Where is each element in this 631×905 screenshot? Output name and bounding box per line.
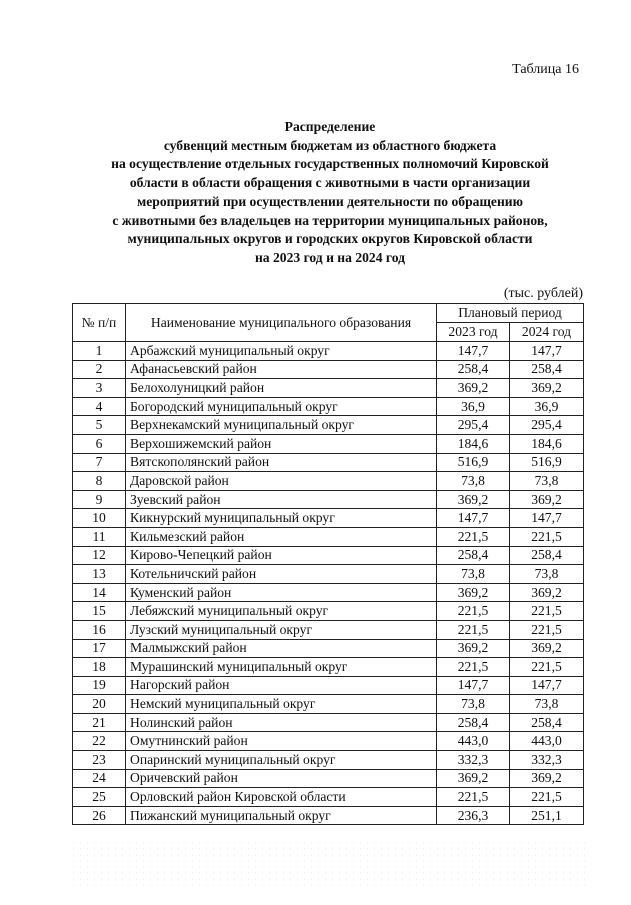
value-2023: 258,4 — [437, 713, 510, 732]
value-2023: 295,4 — [437, 416, 510, 435]
value-2024: 258,4 — [510, 713, 584, 732]
value-2023: 369,2 — [437, 769, 510, 788]
row-number: 11 — [73, 527, 126, 546]
municipality-name: Лебяжский муниципальный округ — [126, 602, 437, 621]
header-num: № п/п — [73, 304, 126, 342]
row-number: 10 — [73, 509, 126, 528]
municipality-name: Лузский муниципальный округ — [126, 620, 437, 639]
row-number: 24 — [73, 769, 126, 788]
value-2024: 147,7 — [510, 342, 584, 361]
value-2023: 73,8 — [437, 565, 510, 584]
value-2024: 295,4 — [510, 416, 584, 435]
value-2024: 258,4 — [510, 546, 584, 565]
municipality-name: Арбажский муниципальный округ — [126, 342, 437, 361]
value-2023: 332,3 — [437, 751, 510, 770]
municipality-name: Нолинский район — [126, 713, 437, 732]
municipality-name: Орловский район Кировской области — [126, 788, 437, 807]
table-row — [73, 639, 584, 658]
municipality-name: Афанасьевский район — [126, 360, 437, 379]
municipality-name: Даровской район — [126, 472, 437, 491]
row-number: 17 — [73, 639, 126, 658]
municipality-name: Малмыжский район — [126, 639, 437, 658]
table-row — [73, 397, 584, 416]
table-row — [73, 751, 584, 770]
title-line: области в области обращения с животными в части организации — [129, 175, 531, 191]
value-2023: 516,9 — [437, 453, 510, 472]
table-row — [73, 342, 584, 361]
row-number: 18 — [73, 658, 126, 677]
row-number: 23 — [73, 751, 126, 770]
row-number: 8 — [73, 472, 126, 491]
table-row — [73, 546, 584, 565]
value-2023: 443,0 — [437, 732, 510, 751]
title-line: мероприятий при осуществлении деятельности по обращению — [136, 193, 524, 209]
municipality-name: Кильмезский район — [126, 527, 437, 546]
municipality-name: Опаринский муниципальный округ — [126, 751, 437, 770]
title-line: на 2023 год и на 2024 год — [254, 249, 406, 265]
value-2023: 147,7 — [437, 509, 510, 528]
value-2024: 369,2 — [510, 490, 584, 509]
municipality-name: Верхнекамский муниципальный округ — [126, 416, 437, 435]
value-2023: 369,2 — [437, 379, 510, 398]
subsidy-table — [72, 303, 584, 825]
value-2024: 36,9 — [510, 397, 584, 416]
value-2024: 369,2 — [510, 639, 584, 658]
table-row — [73, 658, 584, 677]
municipality-name: Кирово-Чепецкий район — [126, 546, 437, 565]
value-2024: 332,3 — [510, 751, 584, 770]
table-row — [73, 453, 584, 472]
value-2023: 73,8 — [437, 472, 510, 491]
value-2023: 369,2 — [437, 490, 510, 509]
document-title — [40, 118, 620, 268]
row-number: 12 — [73, 546, 126, 565]
table-row — [73, 788, 584, 807]
value-2023: 369,2 — [437, 639, 510, 658]
row-number: 6 — [73, 434, 126, 453]
row-number: 20 — [73, 695, 126, 714]
value-2024: 258,4 — [510, 360, 584, 379]
value-2024: 221,5 — [510, 658, 584, 677]
row-number: 26 — [73, 806, 126, 825]
table-row — [73, 527, 584, 546]
table-row — [73, 769, 584, 788]
value-2024: 369,2 — [510, 583, 584, 602]
value-2024: 73,8 — [510, 472, 584, 491]
table-row — [73, 490, 584, 509]
value-2023: 73,8 — [437, 695, 510, 714]
municipality-name: Пижанский муниципальный округ — [126, 806, 437, 825]
table-row — [73, 713, 584, 732]
table-row — [73, 602, 584, 621]
value-2024: 369,2 — [510, 769, 584, 788]
value-2024: 221,5 — [510, 788, 584, 807]
row-number: 19 — [73, 676, 126, 695]
municipality-name: Богородский муниципальный округ — [126, 397, 437, 416]
row-number: 9 — [73, 490, 126, 509]
value-2024: 221,5 — [510, 527, 584, 546]
value-2023: 147,7 — [437, 342, 510, 361]
table-row — [73, 472, 584, 491]
municipality-name: Оричевский район — [126, 769, 437, 788]
table-row — [73, 806, 584, 825]
header-name: Наименование муниципального образования — [126, 304, 437, 342]
scan-noise — [70, 840, 590, 890]
table-row — [73, 434, 584, 453]
value-2023: 147,7 — [437, 676, 510, 695]
value-2023: 221,5 — [437, 788, 510, 807]
title-line: субвенций местным бюджетам из областного бюджета — [163, 137, 497, 153]
value-2023: 258,4 — [437, 360, 510, 379]
title-line: с животными без владельцев на территории муниципальных районов, — [112, 212, 548, 228]
value-2024: 251,1 — [510, 806, 584, 825]
title-line: на осуществление отдельных государственных полномочий Кировской — [111, 156, 549, 172]
table-row — [73, 620, 584, 639]
value-2023: 221,5 — [437, 658, 510, 677]
table-row — [73, 360, 584, 379]
value-2024: 147,7 — [510, 509, 584, 528]
value-2023: 369,2 — [437, 583, 510, 602]
table-row — [73, 509, 584, 528]
row-number: 25 — [73, 788, 126, 807]
municipality-name: Кикнурский муниципальный округ — [126, 509, 437, 528]
municipality-name: Омутнинский район — [126, 732, 437, 751]
header-year-2023: 2023 год — [437, 323, 510, 342]
value-2024: 184,6 — [510, 434, 584, 453]
row-number: 7 — [73, 453, 126, 472]
municipality-name: Куменский район — [126, 583, 437, 602]
value-2024: 516,9 — [510, 453, 584, 472]
value-2023: 236,3 — [437, 806, 510, 825]
title-line: муниципальных округов и городских округов Кировской области — [127, 231, 533, 247]
value-2023: 221,5 — [437, 602, 510, 621]
header-period: Плановый период — [437, 304, 584, 323]
title-line: Распределение — [284, 119, 376, 134]
table-row — [73, 565, 584, 584]
value-2024: 73,8 — [510, 565, 584, 584]
value-2023: 36,9 — [437, 397, 510, 416]
municipality-name: Котельничский район — [126, 565, 437, 584]
municipality-name: Зуевский район — [126, 490, 437, 509]
table-number-label: Таблица 16 — [512, 62, 579, 77]
row-number: 15 — [73, 602, 126, 621]
value-2024: 369,2 — [510, 379, 584, 398]
municipality-name: Мурашинский муниципальный округ — [126, 658, 437, 677]
table-row — [73, 676, 584, 695]
value-2023: 221,5 — [437, 527, 510, 546]
row-number: 2 — [73, 360, 126, 379]
municipality-name: Белохолуницкий район — [126, 379, 437, 398]
value-2024: 221,5 — [510, 620, 584, 639]
row-number: 14 — [73, 583, 126, 602]
row-number: 1 — [73, 342, 126, 361]
table-row — [73, 695, 584, 714]
row-number: 13 — [73, 565, 126, 584]
municipality-name: Немский муниципальный округ — [126, 695, 437, 714]
table-row — [73, 732, 584, 751]
value-2023: 221,5 — [437, 620, 510, 639]
units-label: (тыс. рублей) — [503, 286, 583, 301]
header-year-2024: 2024 год — [510, 323, 584, 342]
row-number: 3 — [73, 379, 126, 398]
table-row — [73, 416, 584, 435]
value-2024: 221,5 — [510, 602, 584, 621]
row-number: 5 — [73, 416, 126, 435]
value-2023: 258,4 — [437, 546, 510, 565]
row-number: 22 — [73, 732, 126, 751]
municipality-name: Вятскополянский район — [126, 453, 437, 472]
header-row — [73, 304, 584, 323]
municipality-name: Верхошижемский район — [126, 434, 437, 453]
municipality-name: Нагорский район — [126, 676, 437, 695]
table-row — [73, 379, 584, 398]
row-number: 4 — [73, 397, 126, 416]
row-number: 16 — [73, 620, 126, 639]
row-number: 21 — [73, 713, 126, 732]
value-2024: 147,7 — [510, 676, 584, 695]
value-2024: 443,0 — [510, 732, 584, 751]
value-2023: 184,6 — [437, 434, 510, 453]
table-row — [73, 583, 584, 602]
value-2024: 73,8 — [510, 695, 584, 714]
table-body — [73, 342, 584, 825]
